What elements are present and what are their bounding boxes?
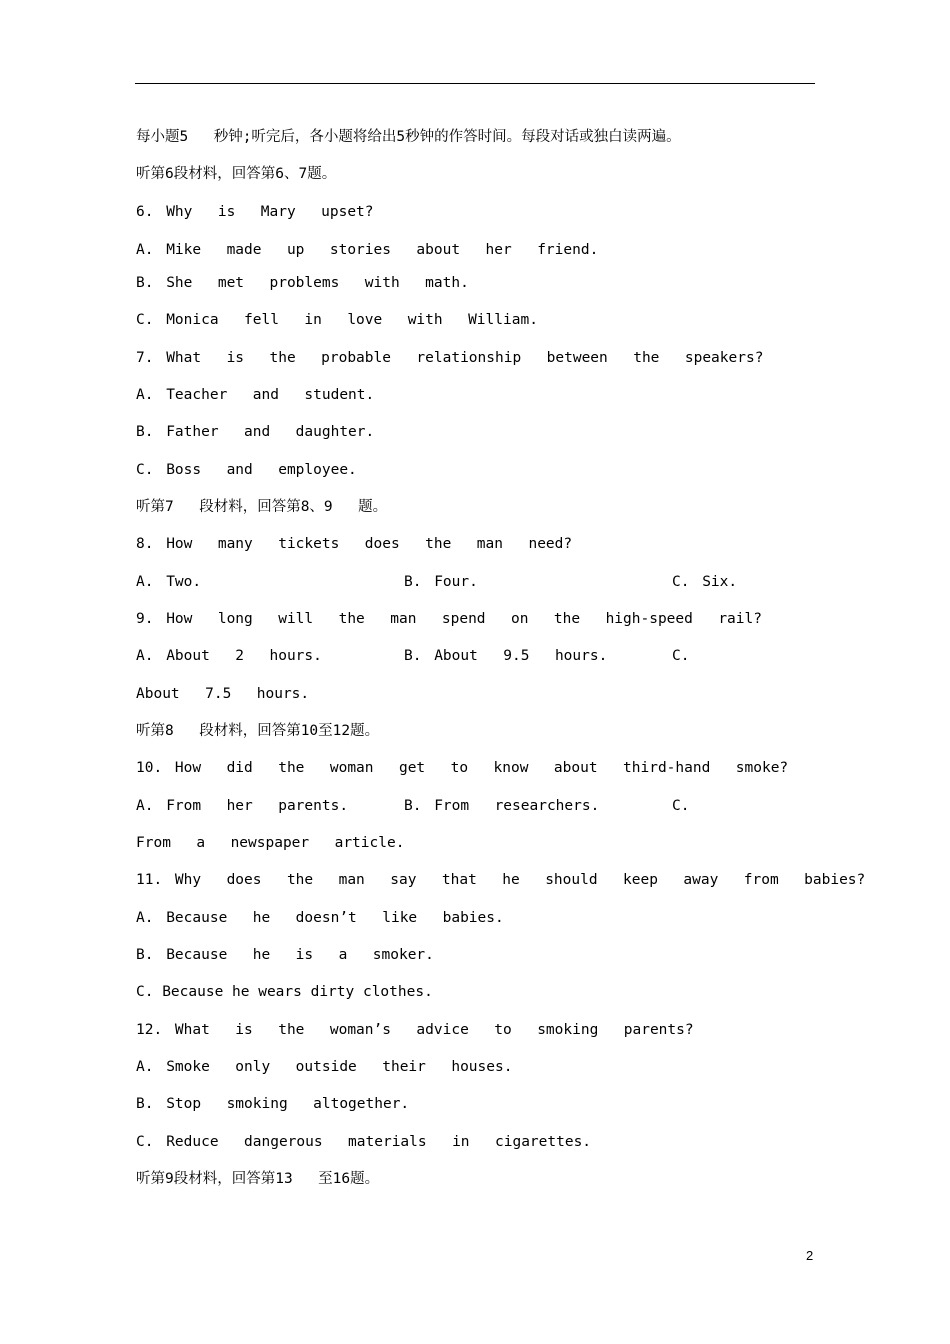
question-10-option-a: A. From her parents.	[136, 798, 349, 814]
question-8-option-b: B. Four.	[404, 574, 478, 590]
section-heading-6: 听第6段材料，回答第6、7题。	[136, 166, 337, 182]
question-8-option-a: A. Two.	[136, 574, 202, 590]
question-6-stem: 6. Why is Mary upset?	[136, 204, 374, 220]
question-11-option-a: A. Because he doesn’t like babies.	[136, 910, 504, 926]
question-9-option-c-text: About 7.5 hours.	[136, 686, 310, 702]
question-6-option-a: A. Mike made up stories about her friend.	[136, 242, 599, 258]
question-7-stem: 7. What is the probable relationship between the speakers?	[136, 350, 764, 366]
question-12-option-a: A. Smoke only outside their houses.	[136, 1059, 513, 1075]
question-8-stem: 8. How many tickets does the man need?	[136, 536, 573, 552]
question-12-option-c: C. Reduce dangerous materials in cigarettes.	[136, 1134, 592, 1150]
section-heading-8: 听第8 段材料，回答第10至12题。	[136, 723, 380, 739]
instruction-line: 每小题5 秒钟;听完后，各小题将给出5秒钟的作答时间。每段对话或独白读两遍。	[136, 129, 681, 145]
question-9-option-a: A. About 2 hours.	[136, 648, 322, 664]
question-9-option-b: B. About 9.5 hours.	[404, 648, 608, 664]
question-11-option-b: B. Because he is a smoker.	[136, 947, 434, 963]
question-11-option-c: C. Because he wears dirty clothes.	[136, 984, 433, 1000]
question-10-stem: 10. How did the woman get to know about third-hand smoke?	[136, 760, 789, 776]
question-10-option-b: B. From researchers.	[404, 798, 600, 814]
page-number: 2	[806, 1248, 814, 1263]
question-10-option-c: C.	[672, 798, 690, 814]
question-7-option-b: B. Father and daughter.	[136, 424, 375, 440]
question-11-stem: 11. Why does the man say that he should keep away from babies?	[136, 872, 866, 888]
question-7-option-a: A. Teacher and student.	[136, 387, 375, 403]
question-12-stem: 12. What is the woman’s advice to smoking parents?	[136, 1022, 694, 1038]
section-heading-9: 听第9段材料，回答第13 至16题。	[136, 1171, 380, 1187]
question-9-stem: 9. How long will the man spend on the high-speed rail?	[136, 611, 762, 627]
question-7-option-c: C. Boss and employee.	[136, 462, 357, 478]
question-12-option-b: B. Stop smoking altogether.	[136, 1096, 410, 1112]
question-10-option-c-text: From a newspaper article.	[136, 835, 405, 851]
header-rule	[135, 83, 815, 84]
question-6-option-b: B. She met problems with math.	[136, 275, 469, 291]
question-9-option-c: C.	[672, 648, 690, 664]
question-6-option-c: C. Monica fell in love with William.	[136, 312, 538, 328]
question-8-option-c: C. Six.	[672, 574, 738, 590]
section-heading-7: 听第7 段材料，回答第8、9 题。	[136, 499, 388, 515]
